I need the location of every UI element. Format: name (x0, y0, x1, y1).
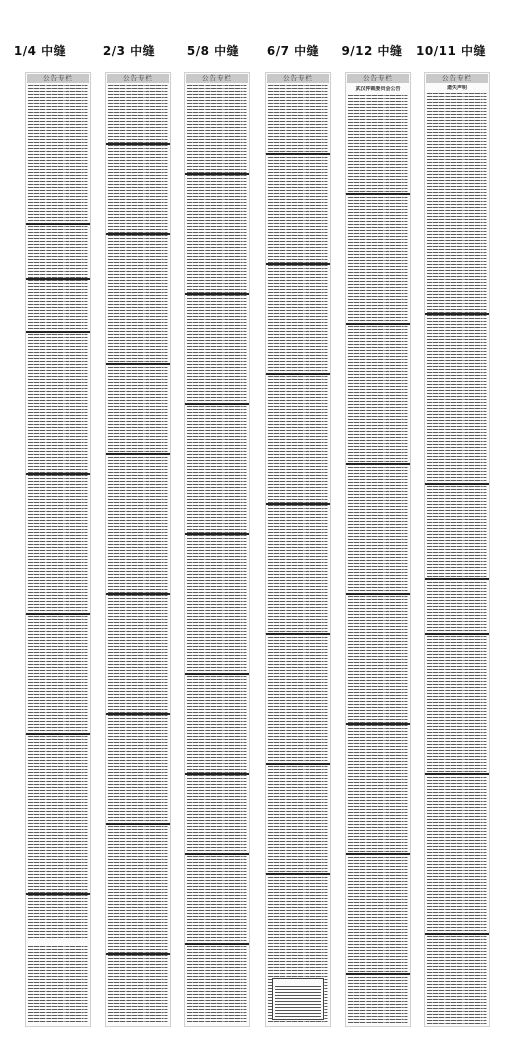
column-title-1: 1/4 中缝 (13, 44, 67, 58)
section-divider (185, 943, 249, 945)
section-divider (26, 893, 90, 895)
section-divider (425, 578, 489, 580)
section-gap (26, 938, 90, 946)
section-divider (106, 593, 170, 595)
section-divider (26, 223, 90, 225)
section-divider (425, 483, 489, 485)
section-divider (26, 733, 90, 735)
strip-header: 公告专栏 (347, 74, 409, 83)
section-divider (425, 633, 489, 635)
section-divider (185, 673, 249, 675)
strip-header: 公告专栏 (426, 74, 488, 83)
section-divider (26, 473, 90, 475)
boxed-notice-text (275, 986, 321, 1017)
strip-header: 公告专栏 (186, 74, 248, 83)
strip-subheader: 武汉仲裁委员会公告 (346, 86, 410, 93)
notice-strip-4 (265, 72, 331, 1027)
section-divider (26, 331, 90, 333)
strip-header: 公告专栏 (267, 74, 329, 83)
section-divider (266, 763, 330, 765)
section-divider (346, 593, 410, 595)
strip-subheader: 遗失声明 (425, 85, 489, 92)
notice-text-block (427, 93, 487, 1024)
notice-text-block (348, 95, 408, 1024)
notice-strip-6 (424, 72, 490, 1027)
section-divider (266, 873, 330, 875)
section-divider (26, 613, 90, 615)
section-divider (185, 403, 249, 405)
section-divider (106, 713, 170, 715)
column-title-4: 6/7 中缝 (266, 44, 320, 58)
notice-strip-1 (25, 72, 91, 1027)
section-divider (185, 773, 249, 775)
section-divider (106, 453, 170, 455)
column-title-3: 5/8 中缝 (186, 44, 240, 58)
section-divider (185, 293, 249, 295)
section-divider (106, 953, 170, 955)
section-divider (266, 263, 330, 265)
section-divider (106, 363, 170, 365)
notice-strip-5 (345, 72, 411, 1027)
section-divider (425, 313, 489, 315)
notice-strip-2 (105, 72, 171, 1027)
notice-strip-3 (184, 72, 250, 1027)
column-title-2: 2/3 中缝 (102, 44, 156, 58)
section-divider (106, 233, 170, 235)
section-divider (266, 503, 330, 505)
notice-text-block (268, 85, 328, 1024)
section-divider (425, 933, 489, 935)
section-divider (266, 153, 330, 155)
section-divider (185, 853, 249, 855)
section-divider (346, 723, 410, 725)
strip-header: 公告专栏 (27, 74, 89, 83)
strip-header: 公告专栏 (107, 74, 169, 83)
section-divider (346, 853, 410, 855)
notice-text-block (28, 85, 88, 1024)
section-divider (106, 823, 170, 825)
section-divider (266, 633, 330, 635)
section-divider (346, 463, 410, 465)
notice-text-block (187, 85, 247, 1024)
section-divider (425, 773, 489, 775)
section-divider (266, 373, 330, 375)
section-divider (185, 173, 249, 175)
section-divider (26, 278, 90, 280)
section-divider (106, 143, 170, 145)
section-divider (185, 533, 249, 535)
notice-text-block (108, 85, 168, 1024)
boxed-notice (272, 978, 324, 1020)
column-title-6: 10/11 中缝 (416, 44, 486, 58)
section-divider (346, 193, 410, 195)
section-divider (346, 973, 410, 975)
column-title-5: 9/12 中缝 (341, 44, 403, 58)
section-divider (346, 323, 410, 325)
